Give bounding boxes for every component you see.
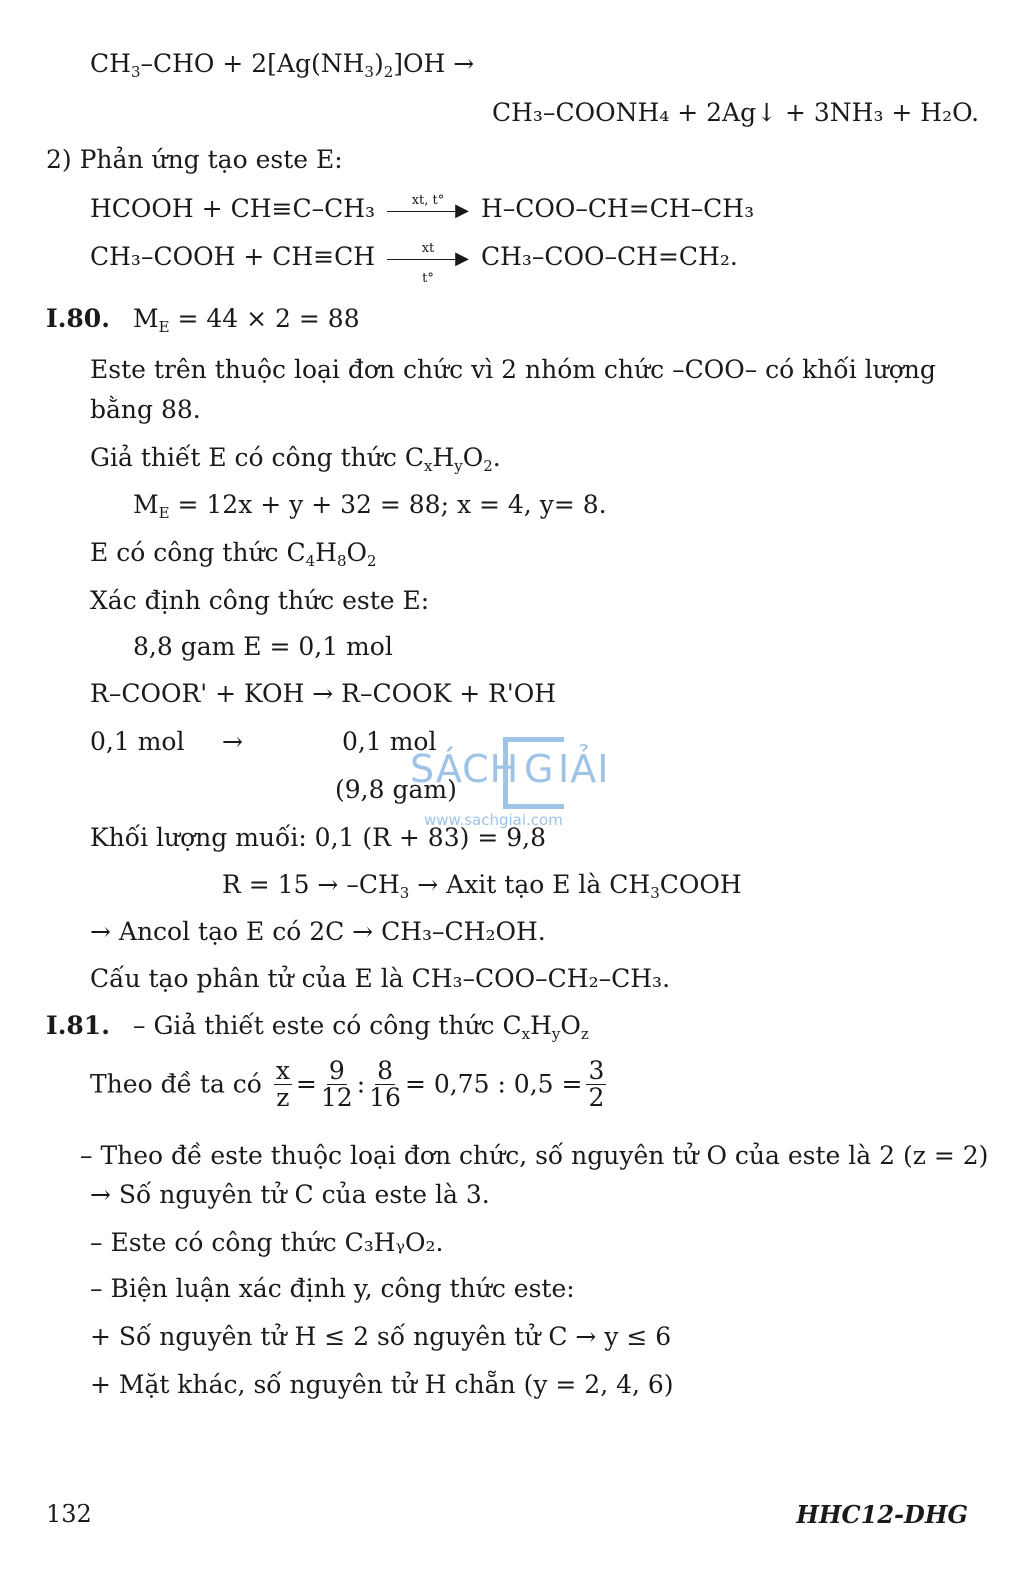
text-line: Giả thiết E có công thức $C_xH_yO_2$. bbox=[90, 443, 501, 475]
watermark-logo: SÁCH G IẢI www.sachgiai.com bbox=[410, 735, 620, 835]
problem-label: I.80. bbox=[46, 304, 110, 333]
equation-line: HCOOH + CH≡C–CH₃ xt, t° ▶ H–COO–CH=CH–CH₃ bbox=[90, 192, 755, 223]
equation-line: $M_E = 44 \times 2 = 88$ bbox=[133, 304, 360, 336]
text-line: bằng 88. bbox=[90, 395, 201, 424]
fraction: $\frac{9}{12}$ bbox=[320, 1056, 353, 1112]
arrow-icon: → bbox=[222, 727, 243, 756]
reaction-arrow-icon: xt, t° ▶ bbox=[387, 199, 469, 223]
fraction: $\frac{x}{z}$ bbox=[275, 1056, 290, 1112]
text-line: Este trên thuộc loại đơn chức vì 2 nhóm chức –COO– có khối lượng bbox=[90, 355, 936, 384]
section-heading: 2) Phản ứng tạo este E: bbox=[46, 145, 343, 174]
text-line: → Số nguyên tử C của este là 3. bbox=[90, 1180, 490, 1209]
problem-label: I.81. bbox=[46, 1011, 110, 1040]
equation-line: $M_E = 12x + y + 32 = 88$; x = 4, y= 8. bbox=[133, 490, 607, 522]
text-line: + Số nguyên tử H ≤ 2 số nguyên tử C → y ≤ 6 bbox=[90, 1322, 672, 1351]
text-line: Khối lượng muối: 0,1 (R + 83) = 9,8 bbox=[90, 823, 546, 852]
text-line: E có công thức $C_4H_8O_2$ bbox=[90, 538, 377, 570]
book-code: HHC12-DHG bbox=[796, 1500, 968, 1529]
fraction: $\frac{3}{2}$ bbox=[588, 1056, 605, 1112]
text-line: (9,8 gam) bbox=[335, 775, 457, 804]
text-line: 0,1 mol bbox=[90, 727, 185, 756]
equation-line: $R = 15 \to -CH_3$ → Axit tạo E là $CH_3COOH$ bbox=[222, 870, 742, 902]
text-line: Xác định công thức este E: bbox=[90, 586, 430, 615]
text-line: Cấu tạo phân tử của E là CH₃–COO–CH₂–CH₃. bbox=[90, 964, 671, 993]
equation-line: CH₃–COOH + CH≡CH xt ▶ t° CH₃–COO–CH=CH₂. bbox=[90, 240, 738, 286]
text-line: – Theo đề este thuộc loại đơn chức, số nguyên tử O của este là 2 (z = 2) bbox=[80, 1141, 989, 1170]
text-line: – Giả thiết este có công thức $C_xH_yO_z$ bbox=[133, 1011, 589, 1043]
equation-line: CH₃–COONH₄ + 2Ag↓ + 3NH₃ + H₂O. bbox=[492, 98, 980, 127]
text-line: 0,1 mol bbox=[342, 727, 437, 756]
page-number: 132 bbox=[46, 1500, 92, 1528]
ratio-equation: Theo đề ta có $\frac{x}{z}$ = $\frac{9}{12}$ : $\frac{8}{16}$ = 0,75 : 0,5 = $\frac{3}{2}$ bbox=[90, 1056, 605, 1112]
text-line: – Biện luận xác định y, công thức este: bbox=[90, 1274, 575, 1303]
equation-line: 8,8 gam E = 0,1 mol bbox=[133, 632, 393, 661]
reaction-arrow-icon: xt ▶ t° bbox=[387, 247, 469, 271]
equation-line: R–COOR' + KOH → R–COOK + R'OH bbox=[90, 679, 557, 708]
text-line: + Mặt khác, số nguyên tử H chẵn (y = 2, 4, 6) bbox=[90, 1370, 674, 1399]
text-line: – Este có công thức C₃HᵧO₂. bbox=[90, 1228, 444, 1257]
fraction: $\frac{8}{16}$ bbox=[369, 1056, 401, 1112]
text-line: → Ancol tạo E có 2C → CH₃–CH₂OH. bbox=[90, 917, 546, 946]
equation-line: $CH_3$–CHO + $2[Ag(NH_3)_2]OH$ → bbox=[90, 49, 475, 81]
